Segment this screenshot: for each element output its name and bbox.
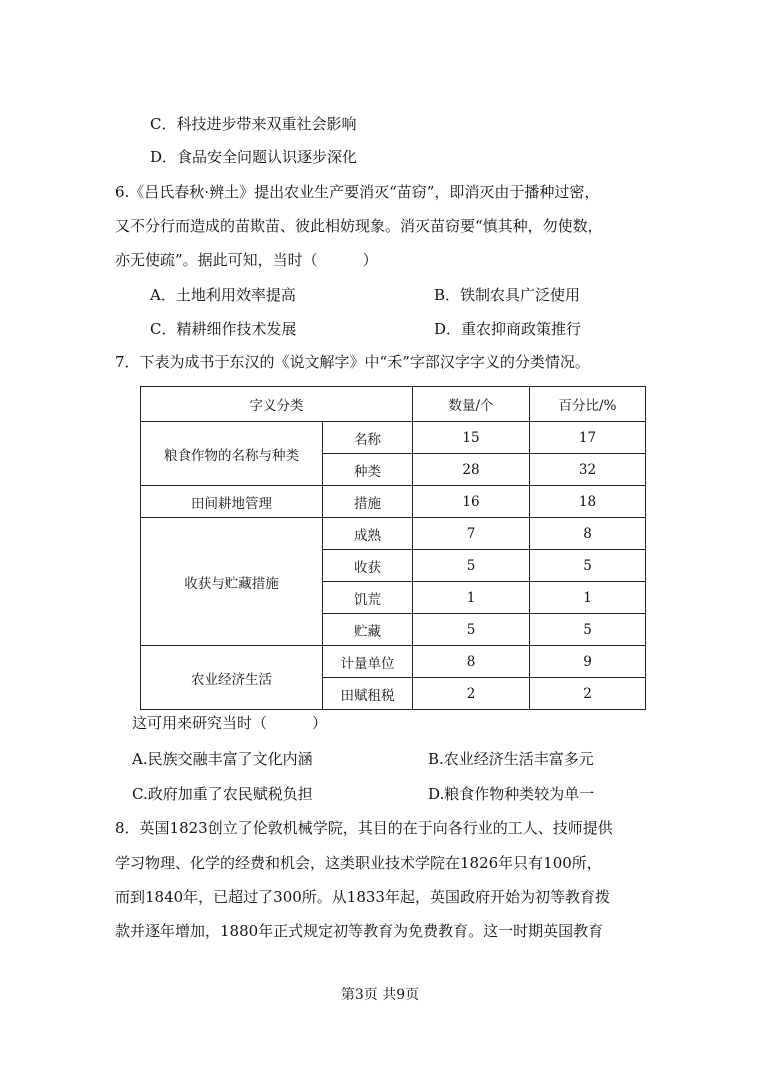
sub-category: 名称 bbox=[323, 422, 413, 454]
table-row bbox=[141, 486, 646, 518]
q7-option-a: A.民族交融丰富了文化内涵 bbox=[132, 750, 313, 768]
q5-option-c: C．科技进步带来双重社会影响 bbox=[150, 115, 357, 133]
sub-category: 成熟 bbox=[323, 518, 413, 550]
sub-category: 收获 bbox=[323, 550, 413, 582]
count-cell: 1 bbox=[413, 582, 530, 614]
q8-stem-line-1: 8．英国1823创立了伦敦机械学院，其目的在于向各行业的工人、技师提供 bbox=[115, 819, 613, 837]
count-cell: 2 bbox=[413, 678, 530, 710]
sub-category: 种类 bbox=[323, 454, 413, 486]
q6-options-row-1 bbox=[150, 284, 650, 304]
percent-cell: 5 bbox=[530, 550, 646, 582]
table-header-row bbox=[141, 387, 646, 422]
q6-stem-line-2: 又不分行而造成的苗欺苗、彼此相妨现象。消灭苗窃要“慎其种，勿使数， bbox=[115, 217, 603, 235]
table-row bbox=[141, 518, 646, 550]
percent-cell: 8 bbox=[530, 518, 646, 550]
q8-stem-line-2: 学习物理、化学的经费和机会，这类职业技术学院在1826年只有100所， bbox=[115, 854, 602, 872]
table-row bbox=[141, 646, 646, 678]
q7-stem: 7．下表为成书于东汉的《说文解字》中“禾”字部汉字字义的分类情况。 bbox=[115, 353, 590, 371]
count-cell: 8 bbox=[413, 646, 530, 678]
group-name: 粮食作物的名称与种类 bbox=[141, 422, 323, 486]
q7-option-d: D.粮食作物种类较为单一 bbox=[428, 785, 595, 803]
percent-cell: 17 bbox=[530, 422, 646, 454]
count-cell: 5 bbox=[413, 550, 530, 582]
q7-after-text: 这可用来研究当时（ ） bbox=[132, 714, 328, 732]
header-percent: 百分比/% bbox=[530, 387, 646, 422]
sub-category: 田赋租税 bbox=[323, 678, 413, 710]
percent-cell: 9 bbox=[530, 646, 646, 678]
q8-stem-line-3: 而到1840年，已超过了300所。从1833年起，英国政府开始为初等教育拨 bbox=[115, 888, 610, 906]
q6-option-a: A．土地利用效率提高 bbox=[150, 286, 296, 304]
q6-option-c: C．精耕细作技术发展 bbox=[150, 320, 297, 338]
q6-option-b: B．铁制农具广泛使用 bbox=[434, 286, 581, 304]
percent-cell: 2 bbox=[530, 678, 646, 710]
count-cell: 5 bbox=[413, 614, 530, 646]
group-name: 田间耕地管理 bbox=[141, 486, 323, 518]
q8-stem-line-4: 款并逐年增加，1880年正式规定初等教育为免费教育。这一时期英国教育 bbox=[115, 922, 604, 940]
q7-option-b: B.农业经济生活丰富多元 bbox=[428, 750, 594, 768]
percent-cell: 5 bbox=[530, 614, 646, 646]
count-cell: 15 bbox=[413, 422, 530, 454]
count-cell: 7 bbox=[413, 518, 530, 550]
q6-stem-line-1: 6.《吕氏春秋·辨土》提出农业生产要消灭“苗窃”，即消灭由于播种过密， bbox=[115, 183, 600, 201]
group-name: 收获与贮藏措施 bbox=[141, 518, 323, 646]
header-count: 数量/个 bbox=[413, 387, 530, 422]
q5-option-d: D．食品安全问题认识逐步深化 bbox=[150, 148, 358, 166]
header-category: 字义分类 bbox=[141, 387, 413, 422]
percent-cell: 32 bbox=[530, 454, 646, 486]
percent-cell: 1 bbox=[530, 582, 646, 614]
sub-category: 计量单位 bbox=[323, 646, 413, 678]
sub-category: 饥荒 bbox=[323, 582, 413, 614]
sub-category: 贮藏 bbox=[323, 614, 413, 646]
table-row bbox=[141, 422, 646, 454]
count-cell: 16 bbox=[413, 486, 530, 518]
page-footer: 第3页 共9页 bbox=[340, 987, 420, 1003]
q7-options-row-1 bbox=[132, 748, 632, 768]
q6-option-d: D．重农抑商政策推行 bbox=[434, 320, 582, 338]
classification-table bbox=[140, 386, 646, 710]
count-cell: 28 bbox=[413, 454, 530, 486]
sub-category: 措施 bbox=[323, 486, 413, 518]
group-name: 农业经济生活 bbox=[141, 646, 323, 710]
q6-options-row-2 bbox=[150, 318, 650, 338]
q6-stem-line-3: 亦无使疏”。据此可知，当时（ ） bbox=[115, 251, 378, 269]
q7-option-c: C.政府加重了农民赋税负担 bbox=[132, 785, 313, 803]
q7-options-row-2 bbox=[132, 783, 632, 803]
percent-cell: 18 bbox=[530, 486, 646, 518]
